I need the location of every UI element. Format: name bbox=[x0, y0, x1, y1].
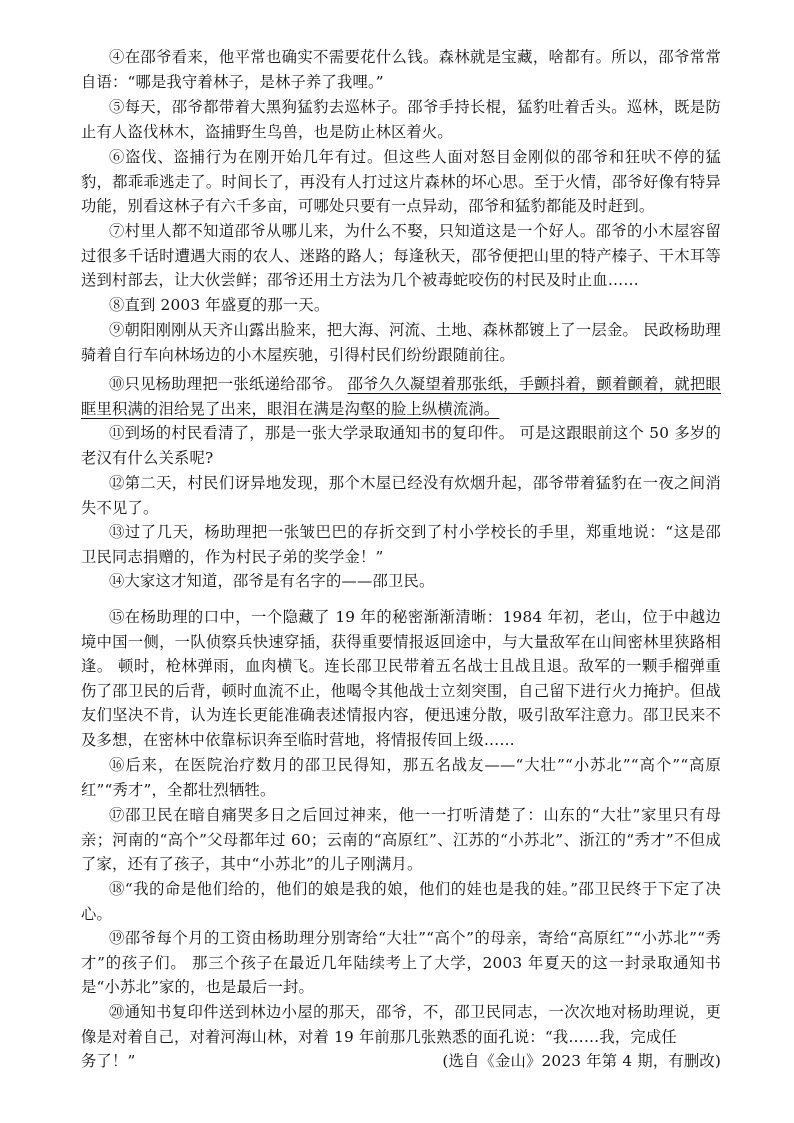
paragraph-6: ⑥盗伐、盗捕行为在刚开始几年有过。但这些人面对怒目金刚似的邵爷和狂吠不停的猛豹，都乖乖逃走了。时间长了，再没有人打过这片森林的坏心思。至于火情，邵爷好像有特异功能，别看这林子有六千多亩，可哪处只要有一点异动，邵爷和猛豹都能及时赶到。 bbox=[81, 148, 721, 216]
paragraph-20 bbox=[81, 1000, 721, 1074]
underlined-sentence: 邵爷久久凝望着那张纸，手颤抖着，颤着颤着，就把眼眶里积满的泪给晃了出来，眼泪在满是沟壑的脸上纵横流淌。 bbox=[81, 375, 721, 418]
paragraph-12: ⑫第二天，村民们讶异地发现，那个木屋已经没有炊烟升起，邵爷带着猛豹在一夜之间消失不见了。 bbox=[81, 474, 721, 517]
paragraph-14: ⑭大家这才知道，邵爷是有名字的——邵卫民。 bbox=[109, 572, 435, 590]
paragraph-20-tail: 务了！” bbox=[81, 1052, 136, 1071]
paragraph-13: ⑬过了几天，杨助理把一张皱巴巴的存折交到了村小学校长的手里，郑重地说：“这是邵卫民同志捐赠的，作为村民子弟的奖学金！” bbox=[81, 523, 721, 566]
paragraph-9: ⑨朝阳刚刚从天齐山露出脸来，把大海、河流、土地、森林都镀上了一层金。 民政杨助理骑着自行车向林场边的小木屋疾驰，引得村民们纷纷跟随前往。 bbox=[81, 321, 721, 364]
paragraph-18: ⑱“我的命是他们给的，他们的娘是我的娘，他们的娃也是我的娃。”邵卫民终于下定了决心。 bbox=[81, 880, 721, 923]
last-line bbox=[81, 1049, 721, 1074]
paragraph-11: ⑪到场的村民看清了，那是一张大学录取通知书的复印件。 可是这跟眼前这个 50 多岁的老汉有什么关系呢? bbox=[81, 424, 721, 467]
paragraph-5: ⑤每天，邵爷都带着大黑狗猛豹去巡林子。邵爷手持长棍，猛豹吐着舌头。巡林，既是防止有人盗伐林木，盗捕野生鸟兽，也是防止林区着火。 bbox=[81, 98, 721, 141]
paragraph-16: ⑯后来，在医院治疗数月的邵卫民得知，那五名战友——“大壮”“小苏北”“高个”“高原红”“秀才”，全都壮烈牺牲。 bbox=[81, 756, 721, 799]
paragraph-20-body: ⑳通知书复印件送到林边小屋的那天，邵爷，不，邵卫民同志，一次次地对杨助理说，更像是对着自己，对着河海山林，对着 19 年前那几张熟悉的面孔说：“我……我，完成任 bbox=[81, 1003, 721, 1046]
paragraph-10-lead: ⑩只见杨助理把一张纸递给邵爷。 bbox=[109, 375, 348, 393]
paragraph-17: ⑰邵卫民在暗自痛哭多日之后回过神来，他一一打听清楚了：山东的“大壮”家里只有母亲；河南的“高个”父母都年过 60；云南的“高原红”、江苏的“小苏北”、浙江的“秀才”不但成了家，还有了孩子，其中“小苏北”的儿子刚满月。 bbox=[81, 806, 721, 874]
paragraph-7: ⑦村里人都不知道邵爷从哪儿来，为什么不娶，只知道这是一个好人。邵爷的小木屋容留过很多千话时遭遇大雨的农人、迷路的路人；每逢秋天，邵爷便把山里的特产榛子、干木耳等送到村部去，让大伙尝鲜；邵爷还用土方法为几个被毒蛇咬伤的村民及时止血…… bbox=[81, 222, 721, 290]
source-citation: (选自《金山》2023 年第 4 期，有删改) bbox=[442, 1052, 721, 1071]
paragraph-19: ⑲邵爷每个月的工资由杨助理分别寄给“大壮”“高个”的母亲，寄给“高原红”“小苏北”“秀才”的孩子们。 那三个孩子在最近几年陆续考上了大学，2003 年夏天的这一封录取通知书是“小苏北”家的，也是最后一封。 bbox=[81, 929, 721, 997]
paragraph-10 bbox=[81, 372, 721, 421]
paragraph-15: ⑮在杨助理的口中，一个隐藏了 19 年的秘密渐渐清晰：1984 年初，老山，位于中越边境中国一侧，一队侦察兵快速穿插，获得重要情报返回途中，与大量敌军在山间密林里狭路相逢。 顿时，枪林弹雨，血肉横飞。连长邵卫民带着五名战士且战且退。敌军的一颗手榴弹重伤了邵卫民的后背，顿时血流不止，他喝令其他战士立刻突围，自己留下进行火力掩护。但战友们坚决不肯，认为连长更能准确表述情报内容，便迅速分散，吸引敌军注意力。邵卫民来不及多想，在密林中依靠标识奔至临时营地，将情报传回上级…… bbox=[81, 608, 721, 749]
paragraph-8: ⑧直到 2003 年盛夏的那一天。 bbox=[109, 296, 330, 314]
paragraph-4: ④在邵爷看来，他平常也确实不需要花什么钱。森林就是宝藏，啥都有。所以，邵爷常常自语：“哪是我守着林子，是林子养了我哩。” bbox=[81, 48, 721, 91]
